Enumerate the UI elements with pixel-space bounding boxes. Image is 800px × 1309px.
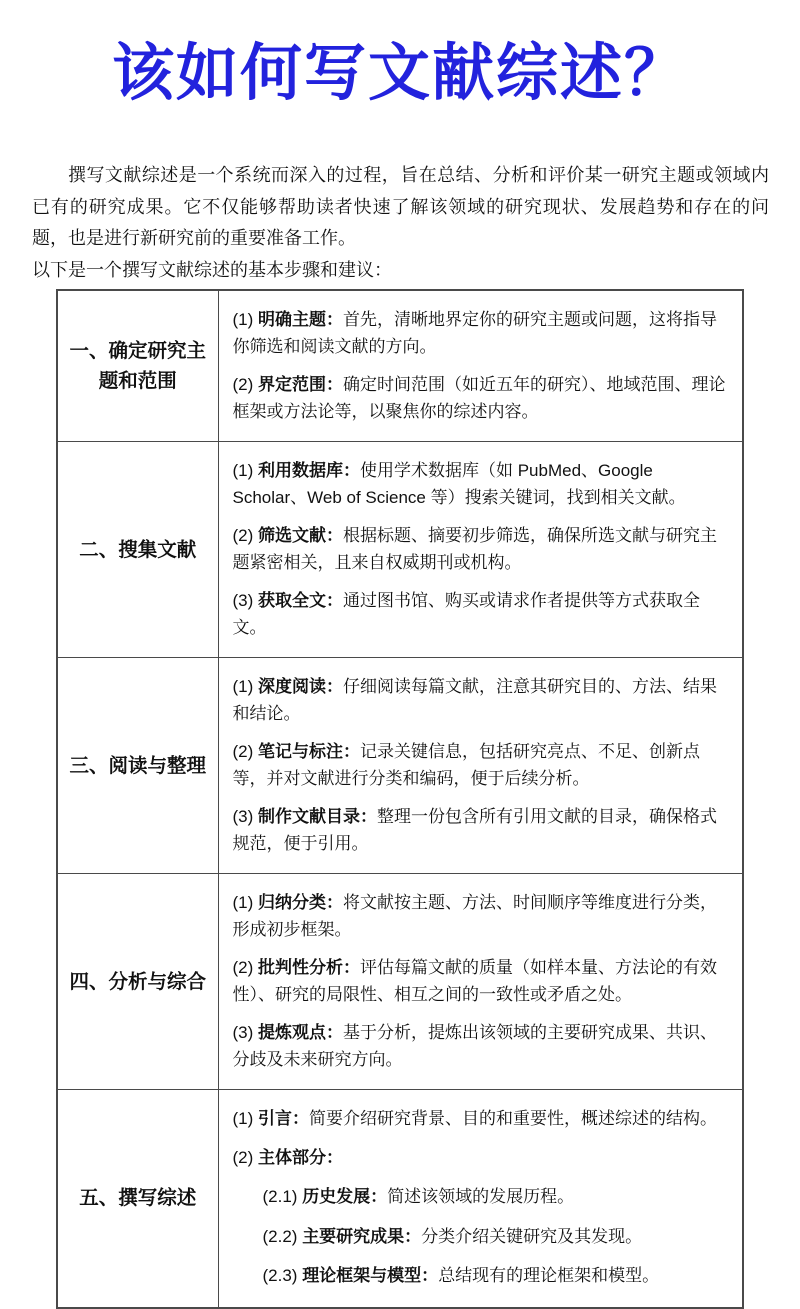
step-sub-item [263, 1224, 733, 1251]
item-term: 主要研究成果： [302, 1226, 422, 1246]
item-text: 简述该领域的发展历程。 [387, 1187, 575, 1206]
item-text: 使用学术数据库（如 PubMed、Google Scholar、Web of Science 等）搜索关键词，找到相关文献。 [232, 461, 686, 507]
step-item [233, 523, 733, 576]
step-sub-item [263, 1263, 733, 1290]
item-number: (2) [232, 1147, 258, 1167]
item-text: 基于分析，提炼出该领域的主要研究成果、共识、分歧及未来研究方向。 [232, 1023, 717, 1069]
step-content-cell [218, 442, 743, 658]
table-row [57, 874, 743, 1090]
item-number: (2.1) [262, 1187, 303, 1206]
step-item [233, 307, 733, 360]
item-number: (2) [232, 375, 258, 394]
item-text: 根据标题、摘要初步筛选，确保所选文献与研究主题紧密相关，且来自权威期刊或机构。 [232, 526, 717, 572]
item-number: (1) [232, 893, 258, 912]
step-title: 五、撰写综述 [79, 1187, 197, 1210]
item-number: (2) [232, 526, 258, 545]
page-title: 该如何写文献综述？ [111, 39, 688, 108]
item-term: 批判性分析： [258, 958, 360, 977]
step-item [233, 1020, 733, 1073]
item-term: 归纳分类： [258, 893, 343, 912]
step-item [233, 588, 733, 641]
step-title: 四、分析与综合 [69, 970, 206, 993]
item-text: 记录关键信息，包括研究亮点、不足、创新点等，并对文献进行分类和编码，便于后续分析。 [232, 742, 700, 788]
item-term: 笔记与标注： [258, 742, 360, 761]
step-title: 三、阅读与整理 [69, 754, 206, 777]
step-item [233, 458, 733, 511]
item-number: (2) [232, 742, 258, 761]
step-item [233, 674, 733, 727]
item-number: (2.2) [262, 1226, 303, 1246]
item-number: (3) [232, 807, 258, 826]
item-number: (1) [232, 677, 258, 696]
item-term: 筛选文献： [258, 526, 343, 545]
item-number: (3) [232, 1023, 258, 1042]
item-term: 明确主题： [258, 310, 343, 329]
table-row [57, 658, 743, 874]
item-text: 确定时间范围（如近五年的研究）、地域范围、理论框架或方法论等，以聚焦你的综述内容。 [232, 375, 726, 421]
item-term: 利用数据库： [258, 461, 360, 480]
step-title-cell [57, 1090, 218, 1308]
intro-lead-line: 以下是一个撰写文献综述的基本步骤和建议： [32, 259, 392, 280]
item-text: 通过图书馆、购买或请求作者提供等方式获取全文。 [232, 591, 700, 637]
step-item [233, 1145, 733, 1172]
step-item [233, 804, 733, 857]
item-number: (2.3) [262, 1266, 303, 1285]
step-item [233, 739, 733, 792]
step-item [233, 372, 733, 425]
item-text: 简要介绍研究背景、目的和重要性，概述综述的结构。 [309, 1109, 717, 1128]
item-number: (2) [232, 958, 258, 977]
item-term: 获取全文： [258, 591, 343, 610]
item-text: 评估每篇文献的质量（如样本量、方法论的有效性）、研究的局限性、相互之间的一致性或矛盾之处。 [232, 958, 717, 1004]
step-title: 一、确定研究主题和范围 [69, 340, 206, 392]
document-page [0, 34, 800, 1285]
item-number: (1) [232, 461, 258, 480]
intro-section [32, 160, 769, 286]
step-content-cell [218, 290, 743, 442]
item-number: (3) [232, 591, 258, 610]
step-title-cell [57, 658, 218, 874]
item-text: 首先，清晰地界定你的研究主题或问题，这将指导你筛选和阅读文献的方向。 [232, 310, 717, 356]
item-term: 历史发展： [302, 1187, 388, 1206]
steps-table [56, 289, 744, 1309]
step-title: 二、搜集文献 [79, 538, 197, 561]
step-title-cell [57, 290, 218, 442]
step-content-cell [218, 1090, 743, 1308]
table-row [57, 442, 743, 658]
item-term: 引言： [258, 1109, 309, 1128]
item-term: 理论框架与模型： [302, 1266, 439, 1285]
intro-paragraph: 撰写文献综述是一个系统而深入的过程，旨在总结、分析和评价某一研究主题或领域内已有的研究成果。它不仅能够帮助读者快速了解该领域的研究现状、发展趋势和存在的问题，也是进行新研究前的重要准备工作。 [32, 165, 769, 248]
item-term: 深度阅读： [258, 677, 343, 696]
step-title-cell [57, 442, 218, 658]
step-content-cell [218, 658, 743, 874]
steps-table-body [57, 290, 743, 1308]
step-item [233, 955, 733, 1008]
step-item [233, 890, 733, 943]
step-item [233, 1106, 733, 1133]
item-text: 整理一份包含所有引用文献的目录，确保格式规范，便于引用。 [232, 807, 717, 853]
item-text: 分类介绍关键研究及其发现。 [421, 1226, 643, 1246]
table-row [57, 290, 743, 442]
step-title-cell [57, 874, 218, 1090]
item-text: 总结现有的理论框架和模型。 [438, 1266, 660, 1285]
item-text: 仔细阅读每篇文献，注意其研究目的、方法、结果和结论。 [232, 677, 717, 723]
item-number: (1) [232, 1109, 258, 1128]
step-content-cell [218, 874, 743, 1090]
step-sub-item [263, 1184, 733, 1211]
item-term: 提炼观点： [258, 1023, 343, 1042]
item-term: 制作文献目录： [258, 807, 377, 826]
item-text: 将文献按主题、方法、时间顺序等维度进行分类，形成初步框架。 [232, 893, 717, 939]
item-number: (1) [232, 310, 258, 329]
table-row [57, 1090, 743, 1308]
item-term: 主体部分： [258, 1147, 343, 1167]
item-term: 界定范围： [258, 375, 343, 394]
